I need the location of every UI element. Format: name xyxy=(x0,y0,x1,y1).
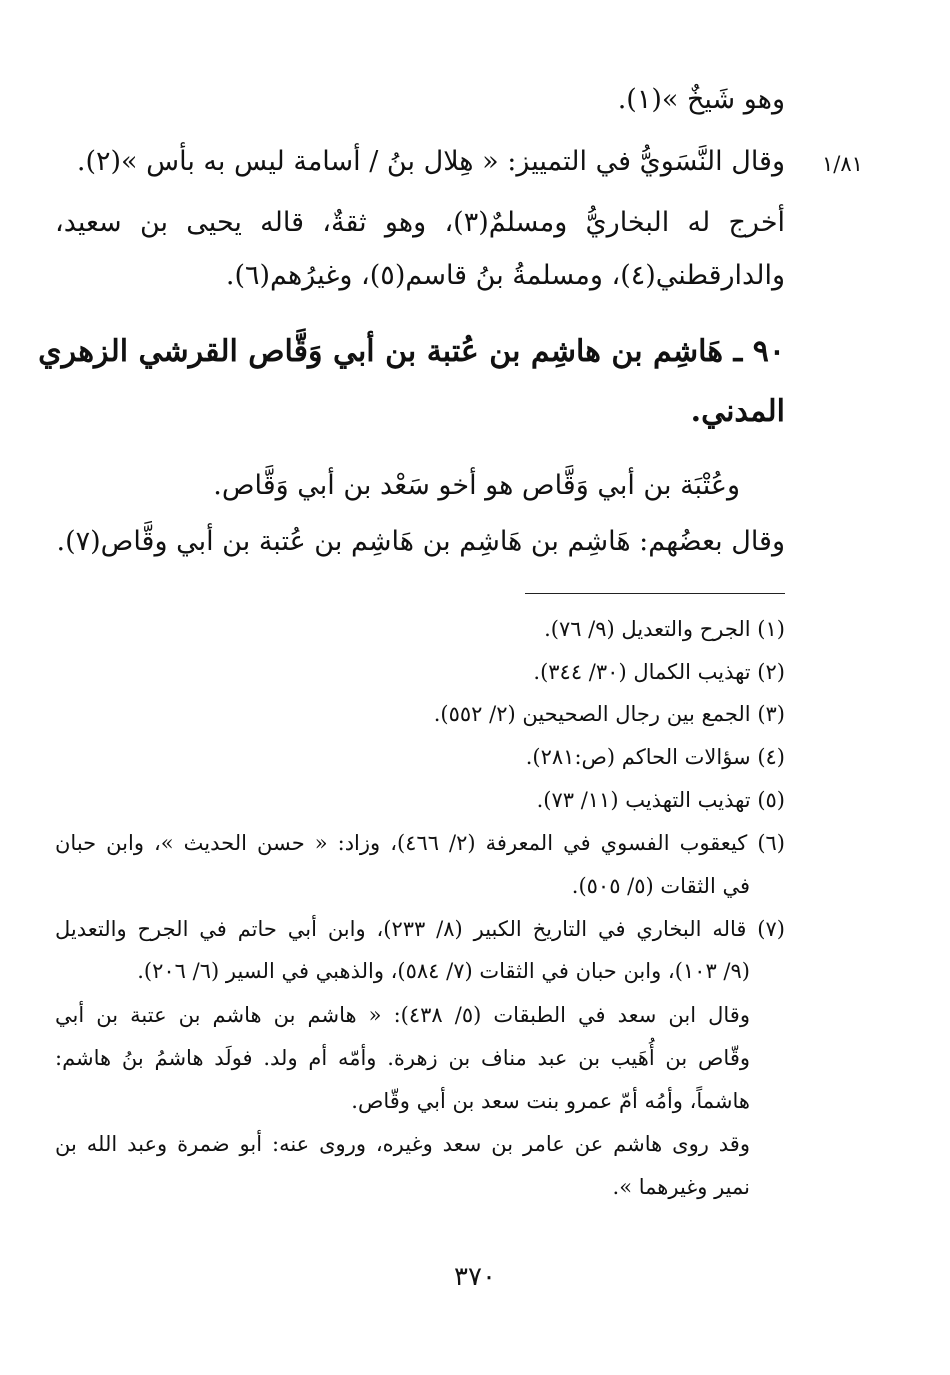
footnote-7-line-6: وقد روى هاشم عن عامر بن سعد وغيره، وروى عنه: أبو ضمرة وعبد الله بن xyxy=(55,1132,750,1156)
text-line-8: وقال بعضُهم: هَاشِم بن هَاشِم بن هَاشِم بن عُتبة بن أبي وقَّاص(٧). xyxy=(56,526,785,557)
margin-note: ١/٨١ xyxy=(822,152,863,176)
footnote-4: (٤) سؤالات الحاكم (ص:٢٨١). xyxy=(525,745,785,769)
footnote-7: (٧) قاله البخاري في التاريخ الكبير (٨/ ٢٣٣)، وابن أبي حاتم في الجرح والتعديل xyxy=(55,917,785,941)
footnote-2: (٢) تهذيب الكمال (٣٠/ ٣٤٤). xyxy=(533,660,785,684)
footnote-5: (٥) تهذيب التهذيب (١١/ ٧٣). xyxy=(536,788,785,812)
page-number: ٣٧٠ xyxy=(454,1262,496,1292)
footnote-7-line-3: وقال ابن سعد في الطبقات (٥/ ٤٣٨): « هاشم بن هاشم بن عتبة بن أبي xyxy=(55,1003,750,1027)
footnote-3: (٣) الجمع بين رجال الصحيحين (٢/ ٥٥٢). xyxy=(433,702,785,726)
footnote-6-continuation: في الثقات (٥/ ٥٠٥). xyxy=(571,874,750,898)
text-line-2: وقال النَّسَويُّ في التمييز: « هِلال بنُ / أسامة ليس به بأس »(٢). xyxy=(76,146,785,177)
biography-heading: ٩٠ ـ هَاشِم بن هاشِم بن عُتبة بن أبي وَقَّاص القرشي الزهري xyxy=(38,334,785,369)
footnote-7-line-2: (٩/ ١٠٣)، وابن حبان في الثقات (٧/ ٥٨٤)، والذهبي في السير (٦/ ٢٠٦). xyxy=(137,959,750,983)
biography-heading-continuation: المدني. xyxy=(690,394,785,429)
text-line-1: وهو شَيخٌ »(١). xyxy=(617,84,785,115)
footnote-1: (١) الجرح والتعديل (٩/ ٧٦). xyxy=(544,617,785,641)
footnote-6: (٦) كيعقوب الفسوي في المعرفة (٢/ ٤٦٦)، وزاد: « حسن الحديث »، وابن حبان xyxy=(55,831,785,855)
footnote-separator xyxy=(525,593,785,594)
footnote-7-line-4: وقّاص بن أُهَيب بن عبد مناف بن زهرة. وأمّه أم ولد. فولَد هاشمُ بنُ هاشم: xyxy=(55,1046,750,1070)
text-line-4: والدارقطني(٤)، ومسلمةُ بنُ قاسم(٥)، وغيرُهم(٦). xyxy=(225,260,785,291)
text-line-7: وعُتْبَة بن أبي وَقَّاص هو أخو سَعْد بن أبي وَقَّاص. xyxy=(213,470,740,501)
footnote-7-line-7: نمير وغيرهما ». xyxy=(612,1175,750,1199)
footnote-7-line-5: هاشماً، وأمُه أمّ عمرو بنت سعد بن أبي وقّاص. xyxy=(351,1089,750,1113)
text-line-3: أخرج له البخاريُّ ومسلمٌ(٣)، وهو ثقةٌ، قاله يحيى بن سعيد، xyxy=(55,207,786,238)
